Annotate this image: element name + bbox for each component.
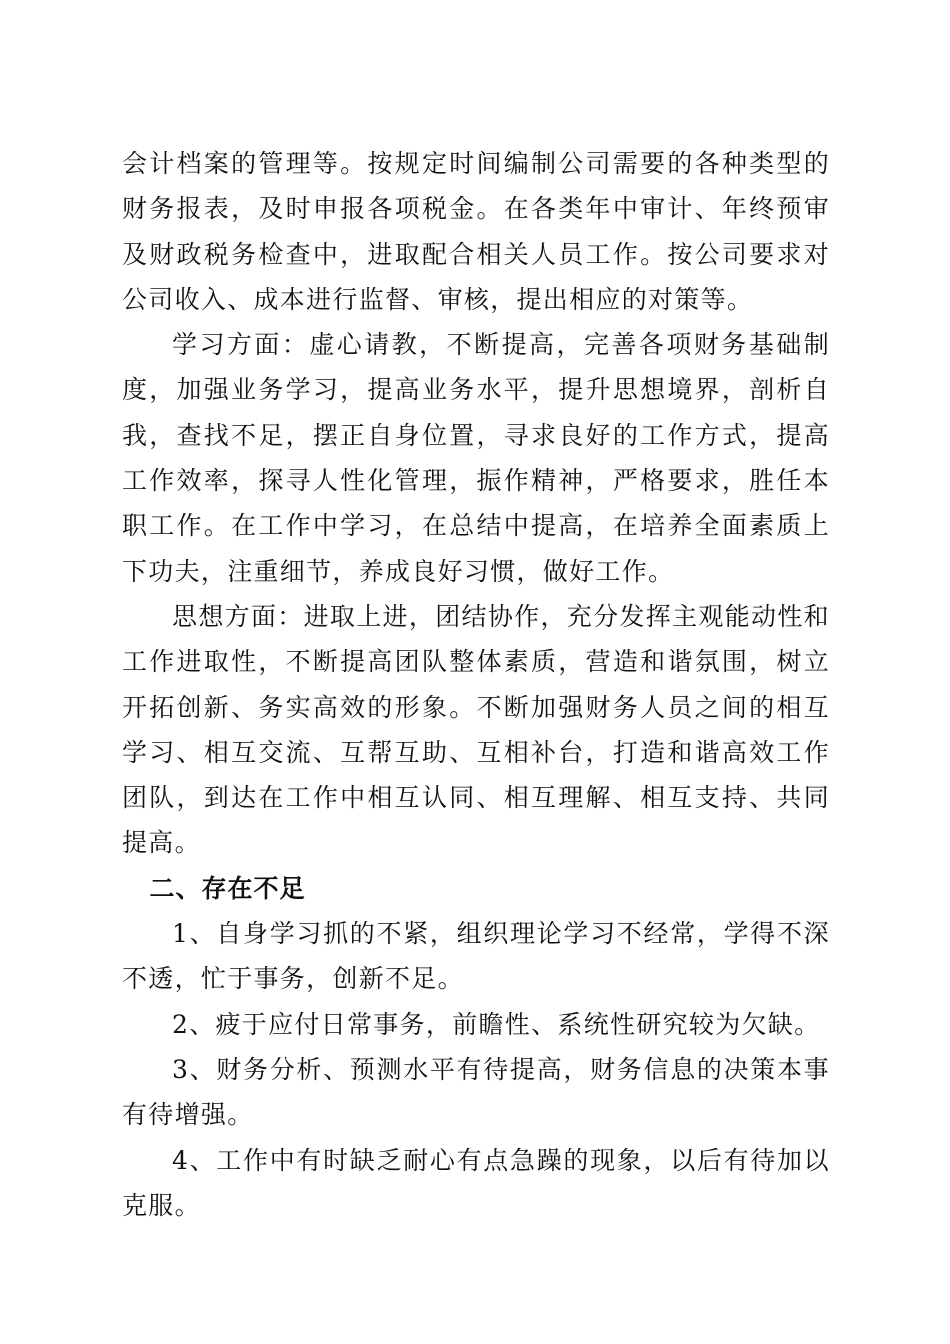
document-page — [122, 141, 830, 1228]
shortcoming-item-1: 1、自身学习抓的不紧，组织理论学习不经常，学得不深不透，忙于事务，创新不足。 — [122, 919, 830, 994]
shortcoming-item-3: 3、财务分析、预测水平有待提高，财务信息的决策本事有待增强。 — [122, 1054, 830, 1130]
paragraph-learning: 学习方面：虚心请教，不断提高，完善各项财务基础制度，加强业务学习，提高业务水平，提升思想境界，剖析自我，查找不足，摆正自身位置，寻求良好的工作方式，提高工作效率，探寻人性化管理，振作精神，严格要求，胜任本职工作。在工作中学习，在总结中提高，在培养全面素质上下功夫，注重细节，养成良好习惯，做好工作。 — [122, 330, 830, 586]
shortcoming-item-2: 2、疲于应付日常事务，前瞻性、系统性研究较为欠缺。 — [172, 1009, 821, 1039]
shortcoming-item-4: 4、工作中有时缺乏耐心有点急躁的现象，以后有待加以克服。 — [122, 1145, 830, 1220]
section-heading-shortcomings: 二、存在不足 — [149, 873, 306, 903]
paragraph-accounting-duties: 会计档案的管理等。按规定时间编制公司需要的各种类型的财务报表，及时申报各项税金。在各类年中审计、年终预审及财政税务检查中，进取配合相关人员工作。按公司要求对公司收入、成本进行监督、审核，提出相应的对策等。 — [122, 149, 830, 314]
paragraph-thinking: 思想方面：进取上进，团结协作，充分发挥主观能动性和工作进取性，不断提高团队整体素质，营造和谐氛围，树立开拓创新、务实高效的形象。不断加强财务人员之间的相互学习、相互交流、互帮互助、互相补台，打造和谐高效工作团队，到达在工作中相互认同、相互理解、相互支持、共同提高。 — [122, 601, 830, 858]
